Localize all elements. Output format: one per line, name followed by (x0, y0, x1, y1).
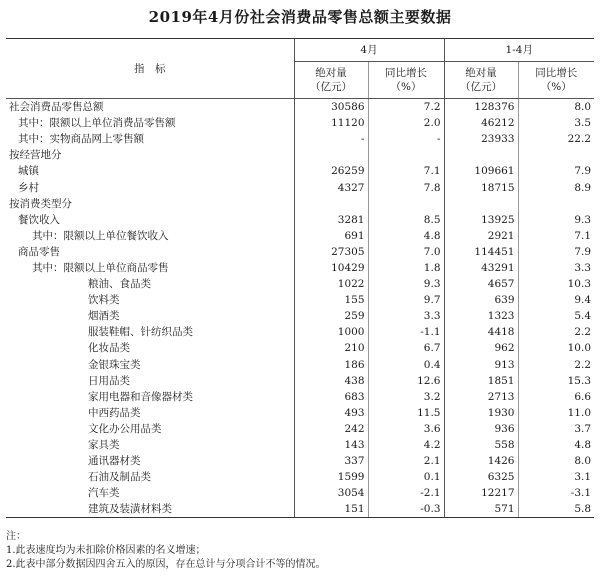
row-label: 服装鞋帽、针纺织品类 (88, 326, 193, 339)
row-label: 建筑及装潢材料类 (6, 501, 294, 518)
april-abs-cell: 493 (294, 405, 368, 421)
row-label: 乡村 (18, 181, 39, 194)
april-abs-cell: 3054 (294, 485, 368, 501)
janapr-abs-cell: 558 (444, 437, 518, 453)
april-growth-cell: 11.5 (368, 405, 444, 421)
janapr-abs-cell: 1930 (444, 405, 518, 421)
april-growth-cell: -0.3 (368, 501, 444, 518)
april-growth-cell: 7.2 (368, 99, 444, 116)
april-growth-cell: -2.1 (368, 485, 444, 501)
april-abs-cell: - (294, 131, 368, 147)
april-abs-header: 绝对量 （亿元） (294, 62, 368, 99)
row-label: 其中：限额以上单位商品零售 (32, 261, 169, 274)
janapr-growth-cell: 7.9 (518, 244, 594, 260)
janapr-abs-cell (444, 196, 518, 212)
april-growth-cell: 2.0 (368, 115, 444, 131)
row-label: 其中：实物商品网上零售额 (18, 133, 144, 146)
row-label: 商品零售 (18, 245, 60, 258)
april-abs-cell: 155 (294, 292, 368, 308)
april-growth-cell: 7.1 (368, 163, 444, 179)
janapr-growth-cell (518, 147, 594, 163)
row-label: 按经营地分 (9, 149, 62, 162)
table-row (6, 131, 594, 147)
janapr-abs-cell: 639 (444, 292, 518, 308)
april-abs-cell (294, 147, 368, 163)
janapr-abs-cell: 2921 (444, 228, 518, 244)
janapr-abs-cell: 4657 (444, 276, 518, 292)
table-body (6, 99, 594, 518)
row-label: 家用电器和音像器材类 (88, 390, 193, 403)
row-label: 饮料类 (88, 294, 120, 307)
page-title: 2019年4月份社会消费品零售总额主要数据 (148, 8, 452, 26)
april-growth-cell: 0.1 (368, 469, 444, 485)
note-2: 2.此表中部分数据因四舍五入的原因，存在总计与分项合计不等的情况。 (6, 559, 326, 570)
janapr-growth-cell: 3.3 (518, 260, 594, 276)
table-row (6, 276, 594, 292)
table-row (6, 373, 594, 389)
janapr-abs-cell: 114451 (444, 244, 518, 260)
april-growth-cell: 4.2 (368, 437, 444, 453)
table-row (6, 163, 594, 179)
janapr-growth-cell: 10.3 (518, 276, 594, 292)
april-abs-cell: 1599 (294, 469, 368, 485)
table-row (6, 147, 594, 163)
row-label: 按消费类型分 (9, 197, 72, 210)
janapr-abs-cell: 571 (444, 501, 518, 518)
april-growth-cell: 9.7 (368, 292, 444, 308)
april-growth-cell: -1.1 (368, 324, 444, 340)
janapr-growth-cell: 6.6 (518, 389, 594, 405)
janapr-abs-cell: 43291 (444, 260, 518, 276)
janapr-growth-cell: 7.9 (518, 163, 594, 179)
april-abs-cell: 11120 (294, 115, 368, 131)
table-row (6, 228, 594, 244)
table-row (6, 501, 594, 518)
row-label: 其中：限额以上单位消费品零售额 (18, 117, 176, 130)
janapr-abs-cell: 4418 (444, 324, 518, 340)
janapr-growth-cell: 11.0 (518, 405, 594, 421)
april-growth-cell (368, 147, 444, 163)
april-growth-cell: 1.8 (368, 260, 444, 276)
april-growth-cell: - (368, 131, 444, 147)
row-label: 家具类 (88, 439, 120, 452)
janapr-growth-header: 同比增长 （%） (518, 62, 594, 99)
janapr-growth-cell: 8.0 (518, 99, 594, 116)
row-label: 文化办公用品类 (88, 422, 162, 435)
janapr-abs-cell (444, 147, 518, 163)
table-row (6, 260, 594, 276)
april-abs-cell: 10429 (294, 260, 368, 276)
table-row (6, 179, 594, 195)
april-abs-cell: 259 (294, 308, 368, 324)
row-label: 烟酒类 (88, 310, 120, 323)
janapr-abs-cell: 913 (444, 357, 518, 373)
april-growth-cell (368, 196, 444, 212)
notes (6, 530, 594, 572)
april-abs-cell: 1000 (294, 324, 368, 340)
row-label: 粮油、食品类 (88, 278, 151, 291)
janapr-abs-cell: 128376 (444, 99, 518, 116)
april-growth-cell: 8.5 (368, 212, 444, 228)
table-row (6, 292, 594, 308)
april-growth-cell: 4.8 (368, 228, 444, 244)
table-row (6, 340, 594, 356)
april-growth-cell: 6.7 (368, 340, 444, 356)
april-growth-cell: 12.6 (368, 373, 444, 389)
april-abs-cell: 242 (294, 421, 368, 437)
janapr-growth-cell: 3.7 (518, 421, 594, 437)
table-row (6, 308, 594, 324)
april-abs-cell: 683 (294, 389, 368, 405)
janapr-abs-cell: 13925 (444, 212, 518, 228)
janapr-growth-cell: 4.8 (518, 437, 594, 453)
april-abs-cell: 4327 (294, 179, 368, 195)
table-row (6, 196, 594, 212)
janapr-growth-cell: 3.5 (518, 115, 594, 131)
table-row (6, 421, 594, 437)
april-abs-cell: 186 (294, 357, 368, 373)
row-label: 餐饮收入 (18, 213, 60, 226)
row-label: 社会消费品零售总额 (9, 101, 104, 114)
row-label: 其中：限额以上单位餐饮收入 (32, 229, 169, 242)
janapr-abs-cell: 1426 (444, 453, 518, 469)
april-abs-cell (294, 196, 368, 212)
janapr-growth-cell: 10.0 (518, 340, 594, 356)
janapr-growth-cell: 8.0 (518, 453, 594, 469)
jan-apr-header: 1-4月 (444, 39, 594, 62)
row-label: 中西药品类 (88, 406, 141, 419)
row-label: 汽车类 (88, 487, 120, 500)
janapr-abs-cell: 936 (444, 421, 518, 437)
april-abs-cell: 1022 (294, 276, 368, 292)
april-abs-cell: 691 (294, 228, 368, 244)
janapr-abs-cell: 18715 (444, 179, 518, 195)
janapr-growth-cell: 7.1 (518, 228, 594, 244)
april-growth-cell: 3.6 (368, 421, 444, 437)
table-row (6, 469, 594, 485)
janapr-abs-cell: 962 (444, 340, 518, 356)
april-growth-cell: 3.2 (368, 389, 444, 405)
april-abs-cell: 210 (294, 340, 368, 356)
table-row (6, 405, 594, 421)
table-row (6, 453, 594, 469)
janapr-growth-cell: 9.3 (518, 212, 594, 228)
april-abs-cell: 143 (294, 437, 368, 453)
janapr-abs-cell: 12217 (444, 485, 518, 501)
janapr-growth-cell: 22.2 (518, 131, 594, 147)
april-abs-cell: 438 (294, 373, 368, 389)
april-abs-cell: 26259 (294, 163, 368, 179)
april-growth-cell: 2.1 (368, 453, 444, 469)
janapr-growth-cell: 9.4 (518, 292, 594, 308)
april-growth-header: 同比增长 （%） (368, 62, 444, 99)
row-label: 石油及制品类 (88, 471, 151, 484)
table-row (6, 99, 594, 116)
april-header: 4月 (294, 39, 444, 62)
notes-label: 注： (6, 531, 26, 542)
janapr-abs-cell: 1851 (444, 373, 518, 389)
april-abs-cell: 27305 (294, 244, 368, 260)
janapr-growth-cell: -3.1 (518, 485, 594, 501)
janapr-growth-cell: 5.8 (518, 501, 594, 518)
janapr-growth-cell: 2.2 (518, 357, 594, 373)
row-label: 化妆品类 (88, 342, 130, 355)
janapr-abs-cell: 23933 (444, 131, 518, 147)
note-1: 1.此表速度均为未扣除价格因素的名义增速； (6, 545, 206, 556)
april-abs-cell: 30586 (294, 99, 368, 116)
table-row (6, 485, 594, 501)
janapr-growth-cell: 2.2 (518, 324, 594, 340)
janapr-growth-cell: 3.1 (518, 469, 594, 485)
april-growth-cell: 0.4 (368, 357, 444, 373)
janapr-abs-cell: 2713 (444, 389, 518, 405)
april-abs-cell: 151 (294, 501, 368, 518)
april-growth-cell: 7.0 (368, 244, 444, 260)
janapr-growth-cell: 15.3 (518, 373, 594, 389)
row-label: 金银珠宝类 (88, 358, 141, 371)
table-row (6, 115, 594, 131)
table-row (6, 437, 594, 453)
janapr-abs-header: 绝对量 （亿元） (444, 62, 518, 99)
table-row (6, 212, 594, 228)
janapr-growth-cell (518, 196, 594, 212)
janapr-growth-cell: 8.9 (518, 179, 594, 195)
janapr-abs-cell: 109661 (444, 163, 518, 179)
janapr-abs-cell: 46212 (444, 115, 518, 131)
janapr-abs-cell: 1323 (444, 308, 518, 324)
row-label: 城镇 (18, 165, 39, 178)
janapr-growth-cell: 5.4 (518, 308, 594, 324)
indicator-header: 指 标 (6, 39, 294, 99)
janapr-abs-cell: 6325 (444, 469, 518, 485)
april-growth-cell: 7.8 (368, 179, 444, 195)
table-row (6, 324, 594, 340)
row-label: 日用品类 (88, 374, 130, 387)
row-label: 通讯器材类 (88, 455, 141, 468)
table-row (6, 389, 594, 405)
data-table (6, 38, 594, 518)
table-row (6, 357, 594, 373)
april-growth-cell: 3.3 (368, 308, 444, 324)
april-growth-cell: 9.3 (368, 276, 444, 292)
april-abs-cell: 3281 (294, 212, 368, 228)
table-row (6, 244, 594, 260)
april-abs-cell: 337 (294, 453, 368, 469)
